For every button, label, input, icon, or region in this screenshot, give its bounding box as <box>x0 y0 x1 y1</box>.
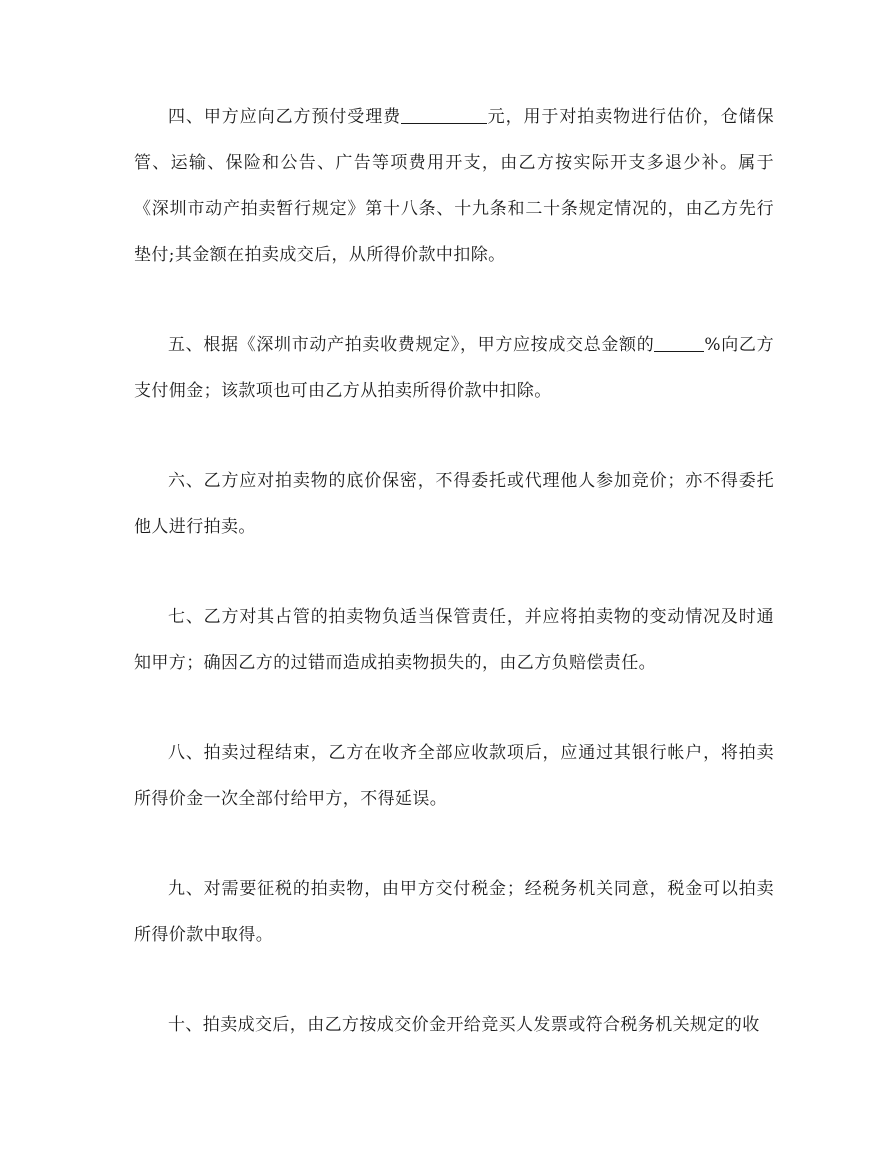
clause-5-text-after: %向乙方支付佣金；该款项也可由乙方从拍卖所得价款中扣除。 <box>134 335 774 401</box>
clause-6-paragraph: 六、乙方应对拍卖物的底价保密，不得委托或代理他人参加竞价；亦不得委托他人进行拍卖。 <box>134 471 774 537</box>
commission-percent-blank <box>654 333 704 352</box>
clause-10-paragraph: 十、拍卖成交后，由乙方按成交价金开给竞买人发票或符合税务机关规定的收 <box>168 1015 760 1035</box>
clause-4-text-before: 四、甲方应向乙方预付受理费 <box>168 107 402 127</box>
clause-7-paragraph: 七、乙方对其占管的拍卖物负适当保管责任，并应将拍卖物的变动情况及时通知甲方；确因乙方的过错而造成拍卖物损失的，由乙方负赔偿责任。 <box>134 607 774 673</box>
clause-5-text-before: 五、根据《深圳市动产拍卖收费规定》，甲方应按成交总金额的 <box>168 335 655 355</box>
fee-amount-blank <box>401 105 487 124</box>
clause-8-paragraph: 八、拍卖过程结束，乙方在收齐全部应收款项后，应通过其银行帐户，将拍卖所得价金一次全部付给甲方，不得延误。 <box>134 743 774 809</box>
clause-5-paragraph <box>134 322 774 414</box>
clause-4-text-after: 元，用于对拍卖物进行估价，仓储保管、运输、保险和公告、广告等项费用开支，由乙方按实际开支多退少补。属于《深圳市动产拍卖暂行规定》第十八条、十九条和二十条规定情况的，由乙方先行垫付;其金额在拍卖成交后，从所得价款中扣除。 <box>134 107 775 265</box>
clause-9-paragraph: 九、对需要征税的拍卖物，由甲方交付税金；经税务机关同意，税金可以拍卖所得价款中取得。 <box>134 879 774 945</box>
clause-4-paragraph <box>134 94 774 278</box>
